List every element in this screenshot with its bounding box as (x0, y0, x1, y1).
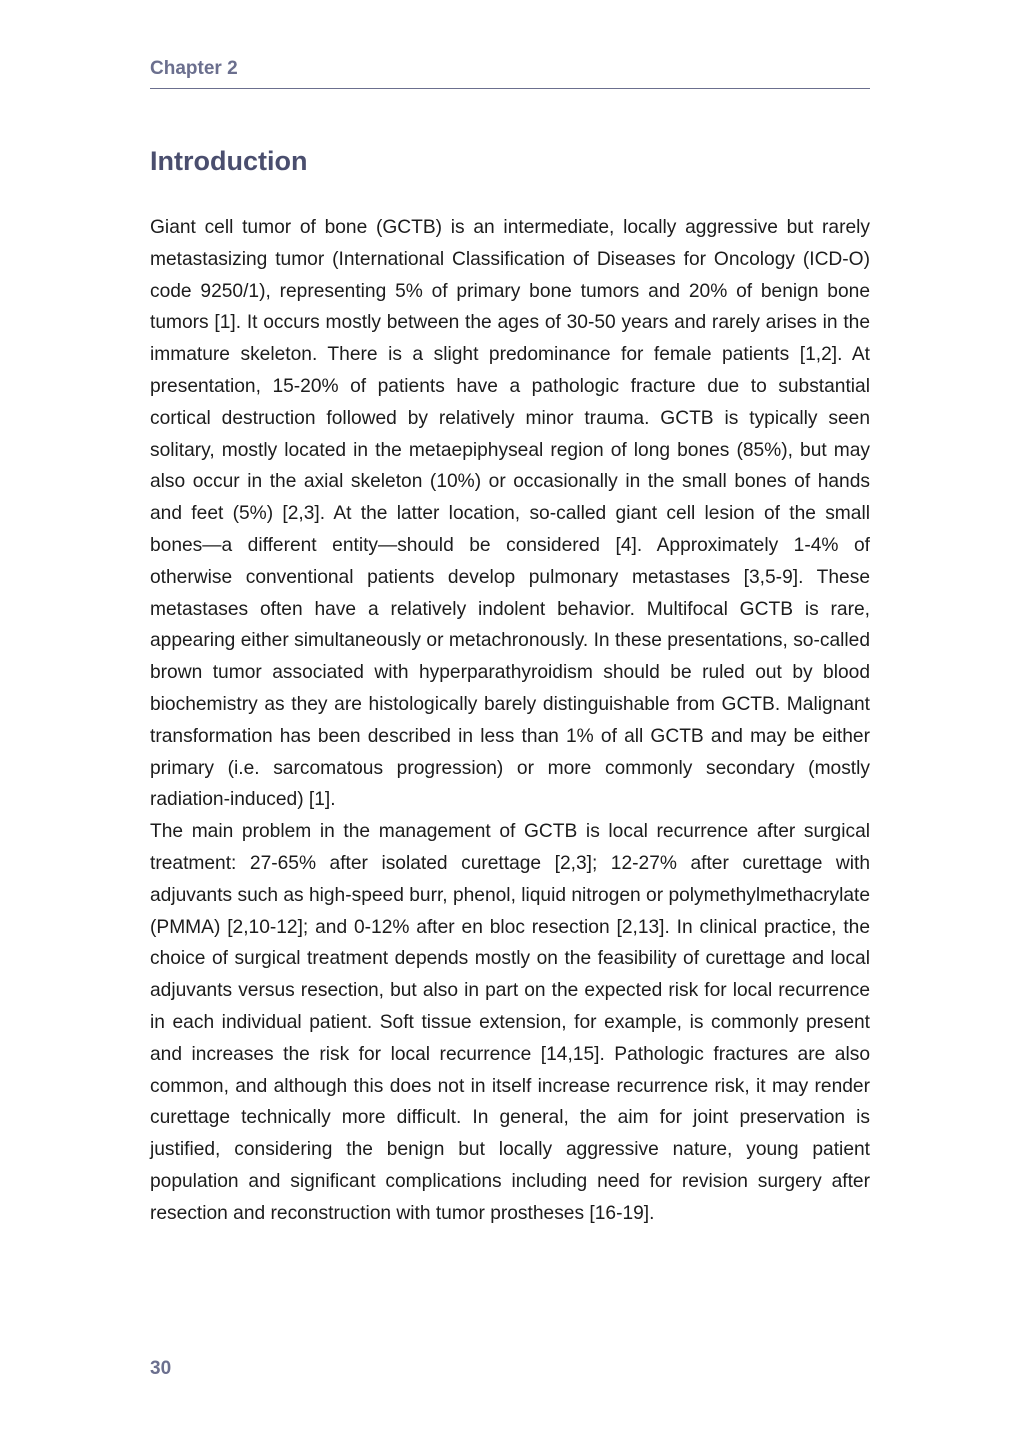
paragraph: The main problem in the management of GCTB is local recurrence after surgical treatment: 27-65% after isolated curettage [2,3]; 12-27% after curettage with adjuvants such as high-speed burr, phenol, liquid nitrogen or polymethylmethacrylate (PMMA) [2,10-12]; and 0-12% after en bloc resection [2,13]. In clinical practice, the choice of surgical treatment depends mostly on the feasibility of curettage and local adjuvants versus resection, but also in part on the expected risk for local recurrence in each individual patient. Soft tissue extension, for example, is commonly present and increases the risk for local recurrence [14,15]. Pathologic fractures are also common, and although this does not in itself increase recurrence risk, it may render curettage technically more difficult. In general, the aim for joint preservation is justified, considering the benign but locally aggressive nature, young patient population and significant complications including need for revision surgery after resection and reconstruction with tumor prostheses [16-19]. (150, 821, 870, 1224)
section-title: Introduction (150, 146, 308, 176)
body-text (150, 212, 870, 1230)
paragraph: Giant cell tumor of bone (GCTB) is an intermediate, locally aggressive but rarely metastasizing tumor (International Classification of Diseases for Oncology (ICD-O) code 9250/1), representing 5% of primary bone tumors and 20% of benign bone tumors [1]. It occurs mostly between the ages of 30-50 years and rarely arises in the immature skeleton. There is a slight predominance for female patients [1,2]. At presentation, 15-20% of patients have a pathologic fracture due to substantial cortical destruction followed by relatively minor trauma. GCTB is typically seen solitary, mostly located in the metaepiphyseal region of long bones (85%), but may also occur in the axial skeleton (10%) or occasionally in the small bones of hands and feet (5%) [2,3]. At the latter location, so-called giant cell lesion of the small bones—a different entity—should be considered [4]. Approximately 1-4% of otherwise conventional patients develop pulmonary metastases [3,5-9]. These metastases often have a relatively indolent behavior. Multifocal GCTB is rare, appearing either simultaneously or metachronously. In these presentations, so-called brown tumor associated with hyperparathyroidism should be ruled out by blood biochemistry as they are histologically barely distinguishable from GCTB. Malignant transformation has been described in less than 1% of all GCTB and may be either primary (i.e. sarcomatous progression) or more commonly secondary (mostly radiation-induced) [1]. (150, 217, 870, 811)
page-number: 30 (150, 1358, 172, 1379)
running-header (150, 57, 870, 89)
chapter-label: Chapter 2 (150, 58, 238, 79)
